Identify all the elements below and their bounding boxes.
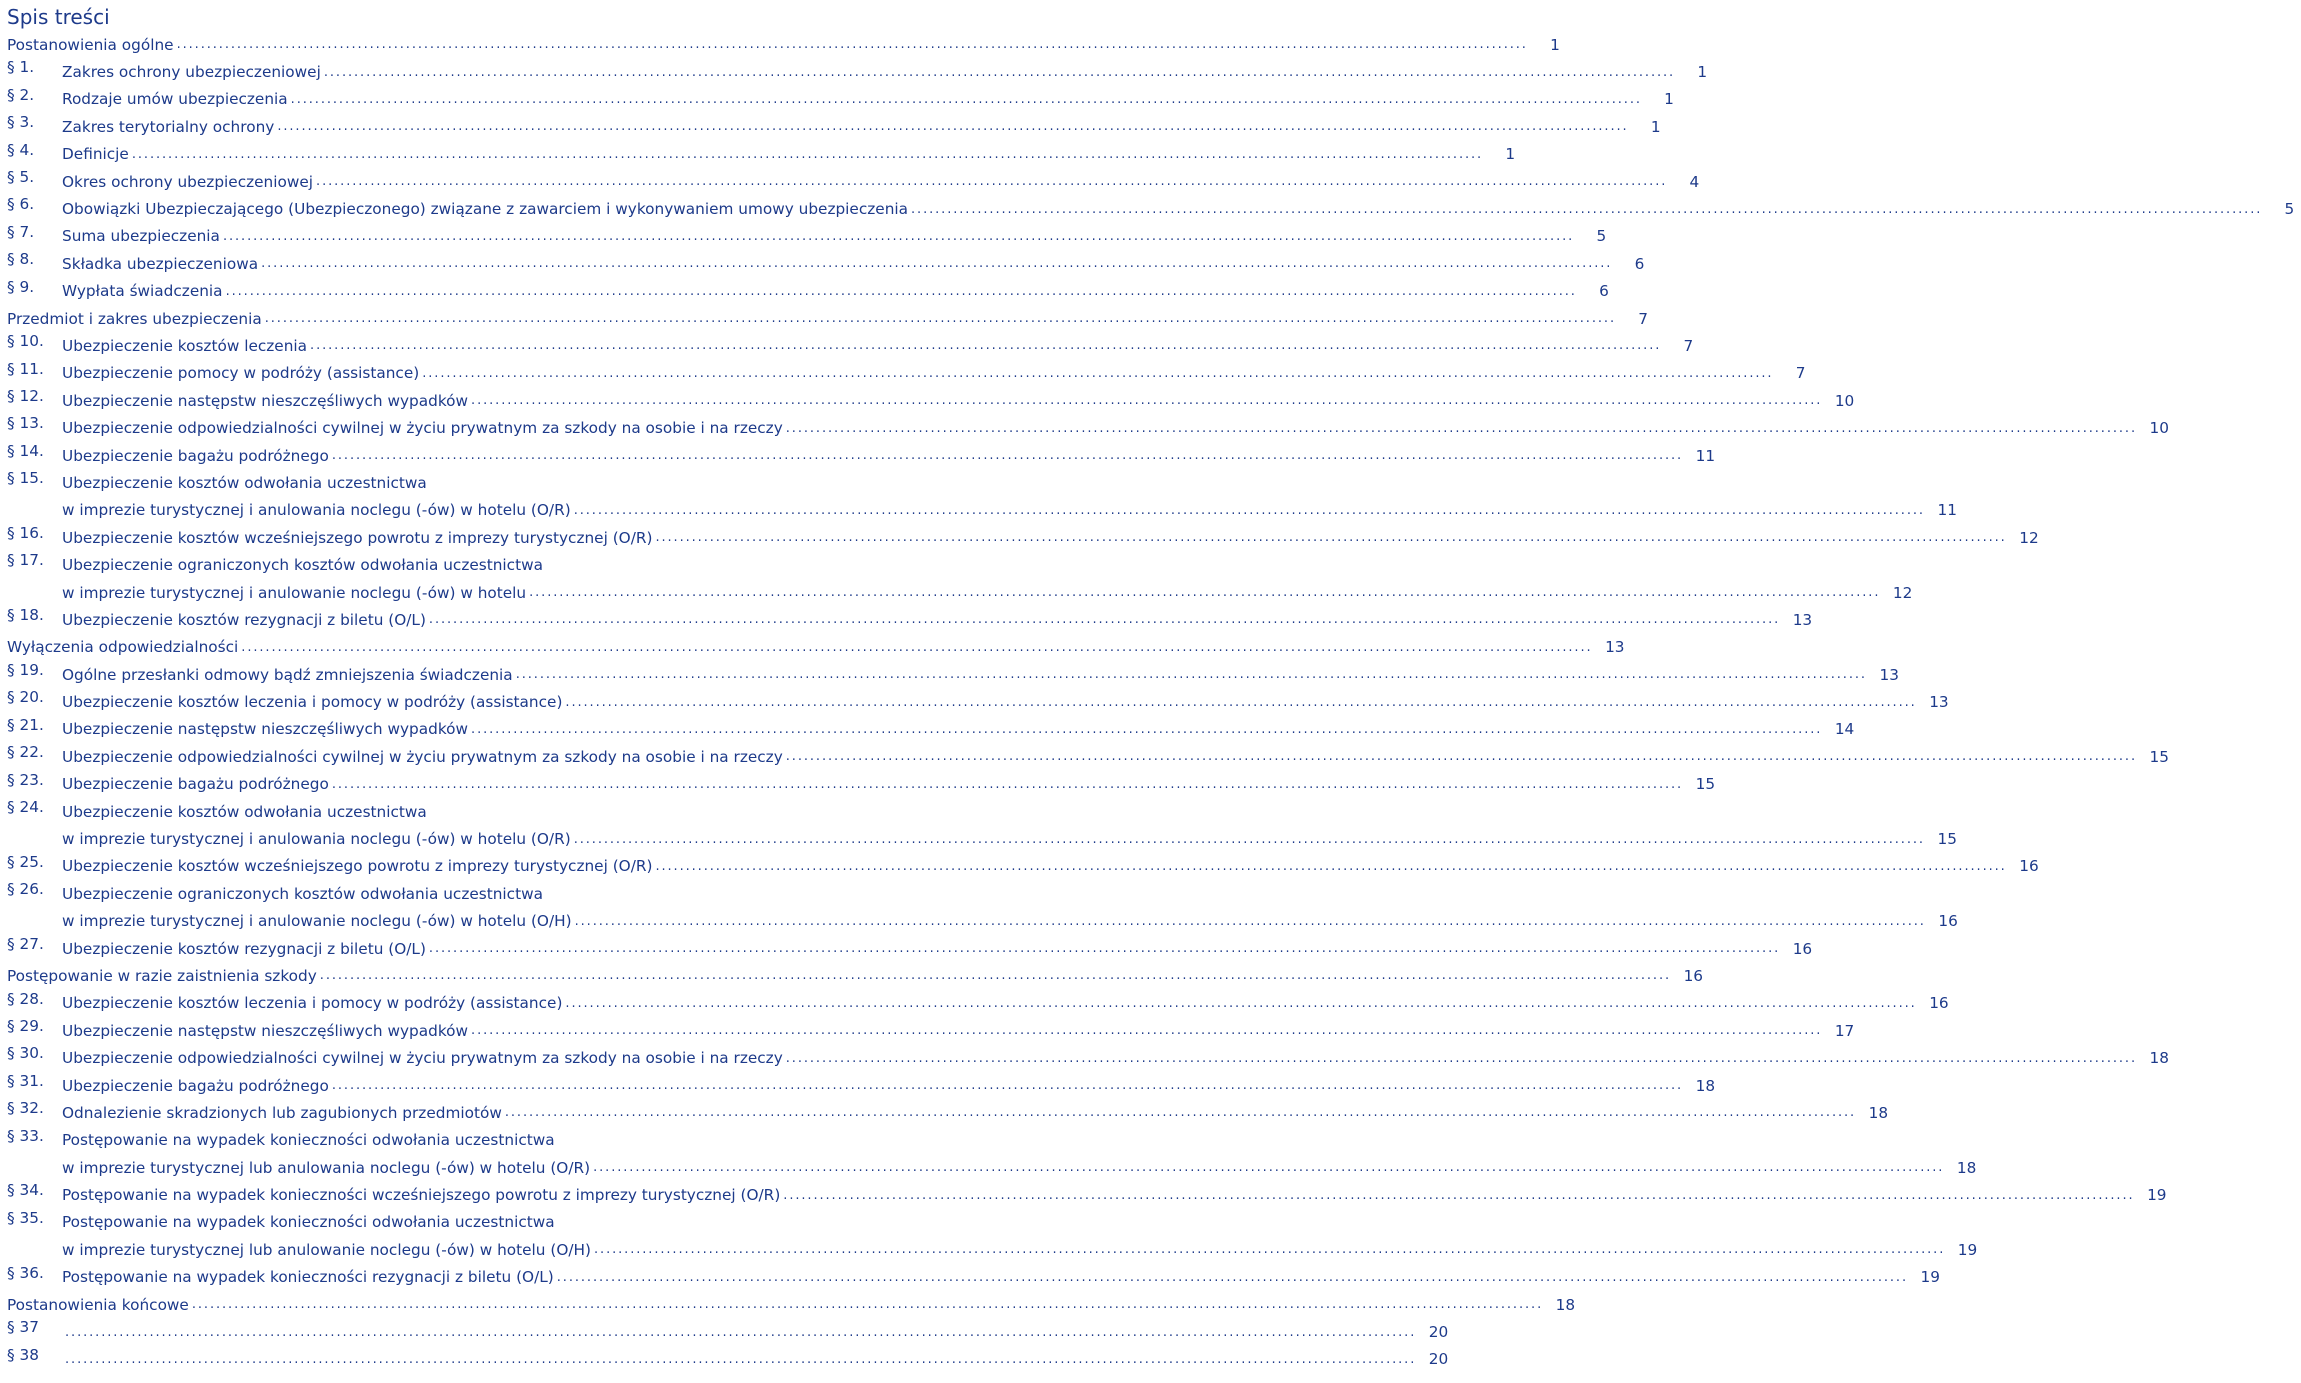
toc-dot-leader: ................................................................................................................................................................................................................................ — [331, 776, 1684, 792]
toc-page-number: 1 — [1697, 63, 1708, 82]
toc-dot-leader: ................................................................................................................................................................................................................................ — [911, 201, 2263, 217]
toc-entry-text: Ubezpieczenie ograniczonych kosztów odwołania uczestnictwa — [62, 884, 543, 903]
toc-section-number: § 30. — [7, 1044, 44, 1063]
toc-entry-text: Ubezpieczenie następstw nieszczęśliwych wypadków — [62, 1021, 469, 1040]
toc-entry-row[interactable] — [0, 524, 2039, 551]
toc-page-number: 14 — [1834, 720, 1855, 739]
toc-chapter-row[interactable] — [0, 31, 1560, 58]
toc-dot-leader: ................................................................................................................................................................................................................................ — [316, 174, 1668, 190]
toc-page-number: 19 — [1957, 1240, 1978, 1259]
toc-entry-row[interactable] — [0, 606, 1813, 633]
toc-entry-row[interactable] — [0, 1318, 1449, 1345]
toc-section-number: § 20. — [7, 688, 44, 707]
toc-entry-row[interactable] — [0, 250, 1645, 277]
toc-section-number: § 27. — [7, 934, 44, 953]
toc-entry-continuation[interactable] — [0, 1236, 1978, 1263]
toc-entry-continuation[interactable] — [0, 908, 1958, 935]
toc-dot-leader: ................................................................................................................................................................................................................................ — [428, 612, 1781, 628]
toc-entry-row[interactable] — [0, 934, 1813, 962]
toc-page-number: 11 — [1937, 501, 1957, 520]
toc-dot-leader: ................................................................................................................................................................................................................................ — [191, 1297, 1544, 1313]
toc-entry-text: Postanowienia końcowe — [7, 1295, 189, 1314]
toc-section-number: § 4. — [7, 140, 35, 159]
toc-entry-row[interactable] — [0, 715, 1855, 743]
toc-entry-text: Przedmiot i zakres ubezpieczenia — [7, 309, 262, 328]
toc-entry-text: Ubezpieczenie kosztów leczenia — [62, 336, 308, 355]
toc-entry-text: Ubezpieczenie bagażu podróżnego — [62, 446, 329, 465]
toc-section-number: § 36. — [7, 1263, 44, 1282]
toc-page-number: 7 — [1795, 364, 1806, 383]
toc-entry-text: Ubezpieczenie bagażu podróżnego — [62, 1076, 329, 1095]
toc-section-number: § 13. — [7, 414, 44, 433]
toc-page-number: 4 — [1689, 172, 1700, 191]
toc-entry-text: Ubezpieczenie kosztów leczenia i pomocy w podróży (assistance) — [62, 994, 563, 1013]
toc-page-number: 16 — [1683, 966, 1704, 985]
toc-dot-leader: ................................................................................................................................................................................................................................ — [573, 831, 1925, 847]
toc-dot-leader: ................................................................................................................................................................................................................................ — [574, 913, 1926, 929]
toc-dot-leader: ................................................................................................................................................................................................................................ — [261, 256, 1613, 272]
toc-section-number: § 28. — [7, 989, 44, 1008]
toc-entry-text: Ogólne przesłanki odmowy bądź zmniejszenia świadczenia — [62, 665, 513, 684]
toc-section-number: § 23. — [7, 770, 44, 789]
toc-dot-leader: ................................................................................................................................................................................................................................ — [319, 968, 1672, 984]
toc-entry-row[interactable] — [0, 551, 960, 578]
toc-page-number: 18 — [1695, 1076, 1716, 1095]
toc-page-number: 16 — [1792, 939, 1813, 958]
toc-section-number: § 15. — [7, 469, 44, 488]
toc-section-number: § 25. — [7, 852, 44, 871]
toc-section-number: § 7. — [7, 222, 35, 241]
toc-entry-row[interactable] — [0, 1071, 1716, 1099]
toc-entry-row[interactable] — [0, 58, 1708, 85]
toc-entry-row[interactable] — [0, 222, 1607, 250]
toc-entry-text: Zakres ochrony ubezpieczeniowej — [62, 63, 321, 82]
toc-entry-text: Zakres terytorialny ochrony — [62, 117, 275, 136]
toc-page-number: 16 — [1938, 912, 1958, 931]
toc-title: Spis treści — [7, 5, 110, 29]
toc-entry-text: Ubezpieczenie kosztów rezygnacji z biletu (O/L) — [62, 610, 426, 629]
toc-entry-row[interactable] — [0, 414, 2169, 441]
toc-entry-text: w imprezie turystycznej i anulowanie noclegu (-ów) w hotelu — [62, 583, 527, 602]
toc-dot-leader: ................................................................................................................................................................................................................................ — [241, 639, 1593, 655]
toc-entry-row[interactable] — [0, 167, 1700, 195]
toc-entry-text: Ubezpieczenie odpowiedzialności cywilnej w życiu prywatnym za szkody na osobie i na rzeczy — [62, 1049, 783, 1068]
toc-dot-leader: ................................................................................................................................................................................................................................ — [785, 420, 2137, 436]
toc-entry-text: Postępowanie na wypadek konieczności rezygnacji z biletu (O/L) — [62, 1268, 554, 1287]
toc-entry-row[interactable] — [0, 1127, 960, 1154]
toc-page-number: 7 — [1638, 309, 1648, 328]
toc-entry-text: Postanowienia ogólne — [7, 35, 174, 54]
toc-entry-row[interactable] — [0, 1099, 1889, 1126]
toc-entry-text: Ubezpieczenie kosztów odwołania uczestnictwa — [62, 473, 427, 492]
toc-dot-leader: ................................................................................................................................................................................................................................ — [428, 941, 1781, 957]
toc-chapter-row[interactable] — [0, 634, 1625, 661]
toc-dot-leader: ................................................................................................................................................................................................................................ — [471, 393, 1823, 409]
toc-section-number: § 32. — [7, 1099, 44, 1118]
toc-entry-text: Okres ochrony ubezpieczeniowej — [62, 172, 314, 191]
toc-dot-leader: ................................................................................................................................................................................................................................ — [65, 1324, 1417, 1340]
toc-section-number: § 11. — [7, 359, 44, 378]
toc-page-number: 19 — [2147, 1186, 2167, 1205]
toc-entry-text: w imprezie turystycznej i anulowania noclegu (-ów) w hotelu (O/R) — [62, 501, 571, 520]
toc-entry-row[interactable] — [0, 140, 1516, 168]
toc-dot-leader: ................................................................................................................................................................................................................................ — [323, 64, 1676, 80]
toc-dot-leader: ................................................................................................................................................................................................................................ — [422, 365, 1774, 381]
toc-entry-text: Obowiązki Ubezpieczającego (Ubezpieczonego) związane z zawarciem i wykonywaniem umowy ubezpieczenia — [62, 200, 909, 219]
toc-entry-text: Ubezpieczenie odpowiedzialności cywilnej w życiu prywatnym za szkody na osobie i na rzeczy — [62, 419, 783, 438]
toc-page-number: 10 — [2149, 419, 2169, 438]
toc-page-number: 19 — [1920, 1268, 1940, 1287]
toc-entry-text: Postępowanie na wypadek konieczności odwołania uczestnictwa — [62, 1213, 555, 1232]
toc-section-number: § 37 — [7, 1318, 39, 1337]
toc-dot-leader: ................................................................................................................................................................................................................................ — [565, 995, 1917, 1011]
toc-dot-leader: ................................................................................................................................................................................................................................ — [515, 667, 1867, 683]
toc-entry-text: w imprezie turystycznej lub anulowania noclegu (-ów) w hotelu (O/R) — [62, 1158, 591, 1177]
toc-dot-leader: ................................................................................................................................................................................................................................ — [176, 37, 1528, 53]
toc-dot-leader: ................................................................................................................................................................................................................................ — [471, 721, 1823, 737]
toc-entry-row[interactable] — [0, 688, 1949, 715]
toc-dot-leader: ................................................................................................................................................................................................................................ — [655, 530, 2007, 546]
toc-entry-row[interactable] — [0, 85, 1674, 113]
toc-page-number: 13 — [1792, 610, 1813, 629]
toc-entry-row[interactable] — [0, 277, 1609, 305]
toc-dot-leader: ................................................................................................................................................................................................................................ — [222, 228, 1575, 244]
toc-section-number: § 17. — [7, 551, 44, 570]
toc-entry-text: Postępowanie w razie zaistnienia szkody — [7, 966, 317, 985]
toc-dot-leader: ................................................................................................................................................................................................................................ — [225, 283, 1577, 299]
toc-entry-row[interactable] — [0, 798, 960, 825]
toc-entry-row[interactable] — [0, 660, 1899, 688]
toc-section-number: § 35. — [7, 1208, 44, 1227]
toc-entry-text: Ubezpieczenie kosztów leczenia i pomocy w podróży (assistance) — [62, 693, 563, 712]
toc-entry-row[interactable] — [0, 1181, 2167, 1208]
toc-dot-leader: ................................................................................................................................................................................................................................ — [331, 448, 1684, 464]
toc-dot-leader: ................................................................................................................................................................................................................................ — [529, 585, 1881, 600]
toc-page-number: 13 — [1605, 638, 1625, 657]
toc-entry-text: Ubezpieczenie pomocy w podróży (assistance) — [62, 364, 420, 383]
toc-entry-text: Postępowanie na wypadek konieczności odwołania uczestnictwa — [62, 1131, 555, 1150]
toc-entry-row[interactable] — [0, 469, 960, 496]
toc-section-number: § 26. — [7, 880, 44, 899]
toc-section-number: § 2. — [7, 85, 35, 104]
toc-chapter-row[interactable] — [0, 1291, 1576, 1318]
toc-entry-text: Definicje — [62, 145, 129, 164]
toc-page-number: 18 — [1868, 1103, 1889, 1122]
toc-page-number: 5 — [2284, 200, 2295, 219]
toc-section-number: § 18. — [7, 606, 44, 625]
toc-section-number: § 31. — [7, 1071, 44, 1090]
toc-page-number: 18 — [2149, 1049, 2169, 1068]
toc-entry-continuation[interactable] — [0, 497, 1957, 524]
toc-page-number: 20 — [1428, 1323, 1449, 1342]
toc-section-number: § 8. — [7, 250, 35, 269]
toc-entry-row[interactable] — [0, 1345, 1449, 1373]
toc-entry-row[interactable] — [0, 743, 2169, 770]
toc-entry-row[interactable] — [0, 441, 1716, 469]
toc-page-number: 1 — [1664, 90, 1674, 109]
toc-dot-leader: ................................................................................................................................................................................................................................ — [785, 749, 2137, 765]
toc-dot-leader: ................................................................................................................................................................................................................................ — [471, 1023, 1823, 1039]
toc-entry-row[interactable] — [0, 1263, 1940, 1291]
toc-entry-row[interactable] — [0, 1209, 960, 1236]
toc-dot-leader: ................................................................................................................................................................................................................................ — [593, 1160, 1945, 1176]
toc-entry-text: Ubezpieczenie kosztów wcześniejszego powrotu z imprezy turystycznej (O/R) — [62, 857, 653, 876]
toc-page-number: 6 — [1599, 282, 1609, 301]
toc-page-number: 16 — [1929, 994, 1949, 1013]
toc-page-number: 5 — [1596, 227, 1607, 246]
toc-dot-leader: ................................................................................................................................................................................................................................ — [783, 1187, 2135, 1203]
toc-section-number: § 34. — [7, 1181, 44, 1200]
toc-entry-row[interactable] — [0, 1044, 2169, 1071]
toc-page-number: 15 — [2149, 747, 2169, 766]
toc-section-number: § 12. — [7, 387, 44, 406]
toc-section-number: § 10. — [7, 332, 44, 351]
toc-entry-text: Wyłączenia odpowiedzialności — [7, 638, 239, 657]
toc-page-number: 1 — [1550, 35, 1560, 54]
toc-dot-leader: ................................................................................................................................................................................................................................ — [277, 119, 1629, 135]
toc-entry-text: Ubezpieczenie kosztów wcześniejszego powrotu z imprezy turystycznej (O/R) — [62, 528, 653, 547]
toc-section-number: § 6. — [7, 195, 35, 214]
toc-entry-row[interactable] — [0, 359, 1806, 387]
toc-section-number: § 21. — [7, 715, 44, 734]
toc-page-number: 18 — [1956, 1158, 1977, 1177]
toc-section-number: § 9. — [7, 277, 35, 296]
toc-entry-row[interactable] — [0, 770, 1716, 798]
toc-dot-leader: ................................................................................................................................................................................................................................ — [556, 1269, 1908, 1285]
toc-entry-row[interactable] — [0, 113, 1661, 140]
toc-chapter-row[interactable] — [0, 962, 1704, 989]
toc-page-number: 20 — [1428, 1350, 1449, 1369]
toc-entry-text: Postępowanie na wypadek konieczności wcześniejszego powrotu z imprezy turystycznej (O/R) — [62, 1186, 781, 1205]
toc-dot-leader: ................................................................................................................................................................................................................................ — [290, 91, 1642, 107]
toc-page-number: 15 — [1937, 830, 1957, 849]
toc-entry-text: Ubezpieczenie następstw nieszczęśliwych wypadków — [62, 720, 469, 739]
toc-entry-text: Odnalezienie skradzionych lub zagubionych przedmiotów — [62, 1103, 502, 1122]
toc-entry-continuation[interactable] — [0, 1154, 1977, 1181]
toc-entry-text: w imprezie turystycznej i anulowanie noclegu (-ów) w hotelu (O/H) — [62, 912, 572, 931]
toc-section-number: § 38 — [7, 1345, 39, 1364]
toc-page-number: 1 — [1650, 117, 1661, 136]
toc-page-number: 1 — [1505, 145, 1516, 164]
toc-page-number: 13 — [1929, 693, 1949, 712]
toc-page-number: 15 — [1695, 775, 1716, 794]
toc-entry-row[interactable] — [0, 195, 2295, 222]
toc-entry-continuation[interactable] — [0, 825, 1957, 852]
toc-dot-leader: ................................................................................................................................................................................................................................ — [331, 1078, 1684, 1094]
toc-section-number: § 24. — [7, 797, 44, 816]
toc-section-number: § 5. — [7, 167, 35, 186]
toc-page-number: 11 — [1695, 446, 1716, 465]
toc-entry-text: Ubezpieczenie bagażu podróżnego — [62, 775, 329, 794]
toc-dot-leader: ................................................................................................................................................................................................................................ — [573, 502, 1925, 518]
toc-page-number: 13 — [1879, 665, 1899, 684]
toc-entry-text: Ubezpieczenie ograniczonych kosztów odwołania uczestnictwa — [62, 556, 543, 575]
toc-entry-row[interactable] — [0, 852, 2039, 880]
toc-dot-leader: ................................................................................................................................................................................................................................ — [655, 858, 2007, 874]
toc-section-number: § 1. — [7, 58, 35, 77]
toc-page-number: 17 — [1834, 1021, 1855, 1040]
toc-entry-text: Ubezpieczenie kosztów rezygnacji z biletu (O/L) — [62, 939, 426, 958]
toc-section-number: § 16. — [7, 524, 44, 543]
toc-entry-row[interactable] — [0, 387, 1855, 414]
toc-entry-text: Wypłata świadczenia — [62, 282, 223, 301]
toc-page-number: 6 — [1634, 254, 1645, 273]
toc-entry-row[interactable] — [0, 880, 960, 907]
toc-section-number: § 19. — [7, 660, 44, 679]
toc-entry-text: w imprezie turystycznej lub anulowanie noclegu (-ów) w hotelu (O/H) — [62, 1240, 591, 1259]
toc-section-number: § 29. — [7, 1017, 44, 1036]
toc-dot-leader: ................................................................................................................................................................................................................................ — [565, 694, 1917, 710]
toc-entry-text: Ubezpieczenie kosztów odwołania uczestnictwa — [62, 802, 427, 821]
toc-chapter-row[interactable] — [0, 305, 1648, 332]
toc-dot-leader: ................................................................................................................................................................................................................................ — [504, 1105, 1857, 1121]
toc-dot-leader: ................................................................................................................................................................................................................................ — [310, 338, 1662, 354]
toc-entry-row[interactable] — [0, 332, 1694, 359]
toc-page-number: 18 — [1555, 1295, 1576, 1314]
toc-entry-continuation[interactable] — [0, 579, 1913, 606]
toc-dot-leader: ................................................................................................................................................................................................................................ — [264, 311, 1616, 327]
toc-page-number: 10 — [1834, 391, 1855, 410]
toc-dot-leader: ................................................................................................................................................................................................................................ — [594, 1242, 1946, 1258]
toc-page-number: 16 — [2019, 857, 2039, 876]
toc-section-number: § 22. — [7, 743, 44, 762]
toc-dot-leader: ................................................................................................................................................................................................................................ — [785, 1050, 2137, 1066]
toc-entry-row[interactable] — [0, 1017, 1855, 1044]
toc-section-number: § 3. — [7, 113, 35, 132]
toc-dot-leader: ................................................................................................................................................................................................................................ — [65, 1351, 1417, 1367]
toc-entry-text: w imprezie turystycznej i anulowania noclegu (-ów) w hotelu (O/R) — [62, 830, 571, 849]
toc-entry-row[interactable] — [0, 989, 1949, 1017]
toc-entry-text: Ubezpieczenie następstw nieszczęśliwych wypadków — [62, 391, 469, 410]
toc-page-number: 12 — [2019, 528, 2039, 547]
toc-entry-text: Składka ubezpieczeniowa — [62, 254, 259, 273]
toc-entry-text: Ubezpieczenie odpowiedzialności cywilnej w życiu prywatnym za szkody na osobie i na rzeczy — [62, 747, 783, 766]
toc-page-number: 7 — [1683, 336, 1694, 355]
toc-section-number: § 14. — [7, 441, 44, 460]
toc-dot-leader: ................................................................................................................................................................................................................................ — [131, 146, 1484, 162]
toc-entry-text: Rodzaje umów ubezpieczenia — [62, 90, 288, 109]
toc-page-number: 12 — [1892, 583, 1913, 602]
toc-list — [0, 31, 2295, 1373]
toc-entry-text: Suma ubezpieczenia — [62, 227, 220, 246]
toc-section-number: § 33. — [7, 1126, 44, 1145]
